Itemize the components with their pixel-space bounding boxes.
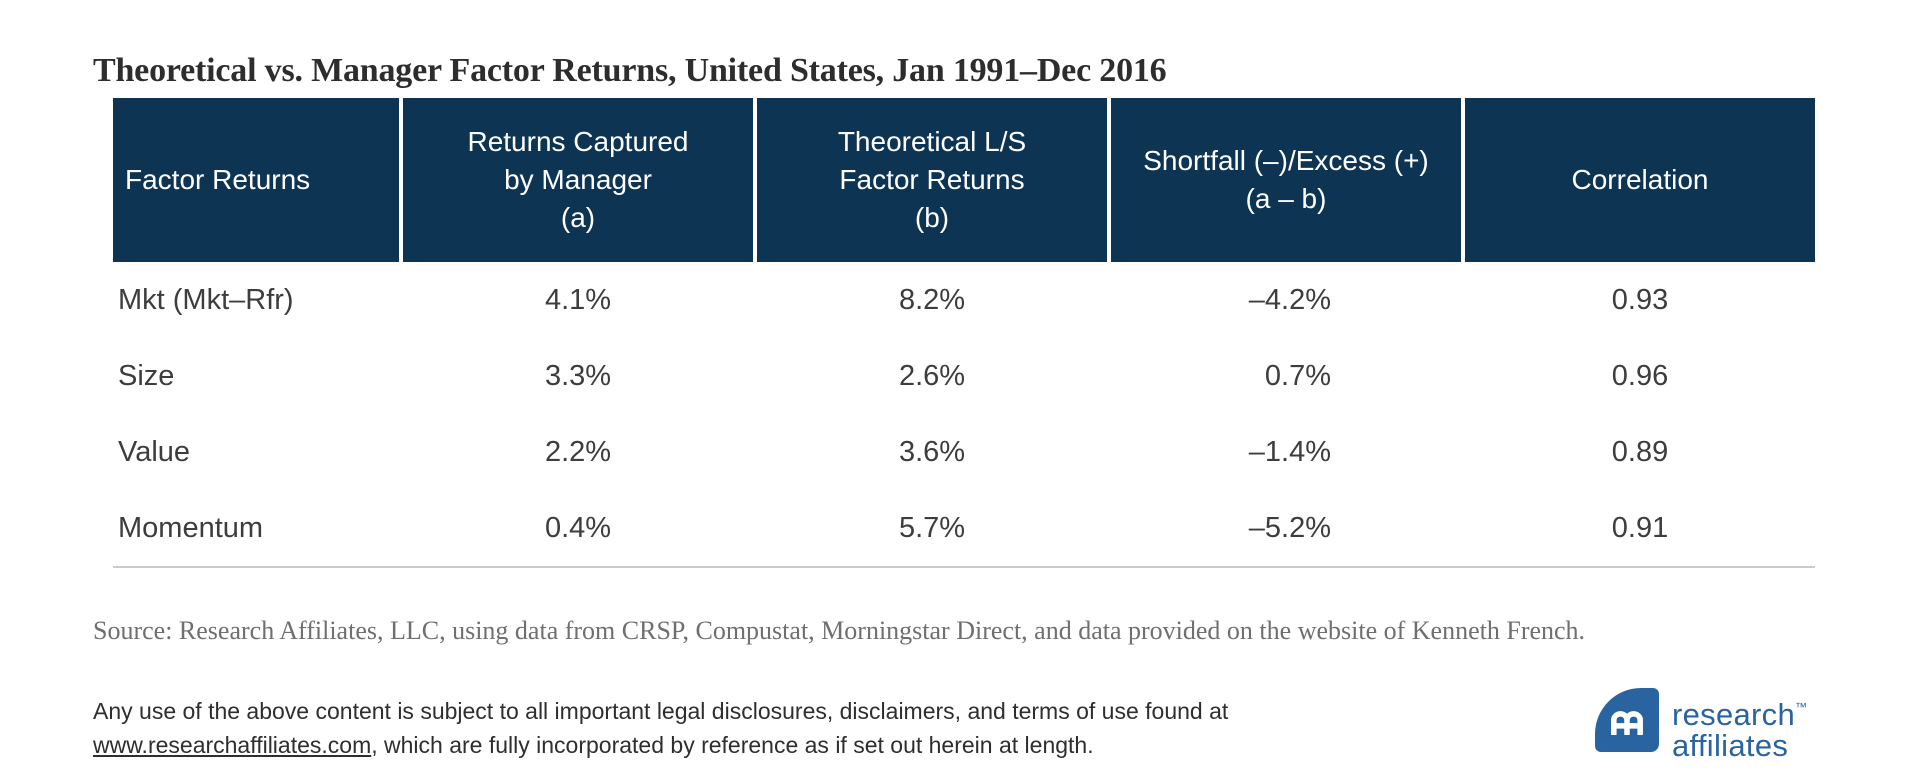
cell-factor: Mkt (Mkt–Rfr) (118, 283, 294, 316)
table-row (113, 338, 1815, 414)
header-theoretical-returns: Theoretical L/S Factor Returns (b) (757, 98, 1107, 262)
cell-factor: Momentum (118, 511, 264, 544)
factor-returns-table (113, 98, 1815, 566)
logo-word-affiliates: affiliates (1672, 728, 1789, 763)
cell-factor: Size (118, 359, 175, 392)
header-returns-captured: Returns Captured by Manager (a) (403, 98, 753, 262)
cell-captured: 2.2% (544, 435, 612, 468)
table-row (113, 262, 1815, 338)
legal-disclaimer (93, 694, 1228, 762)
legal-line2: , which are fully incorporated by reference as if set out herein at length. (371, 732, 1094, 758)
research-affiliates-logo (1595, 688, 1807, 761)
cell-theoretical: 5.7% (898, 511, 966, 544)
logo-word-research: research™ (1672, 697, 1808, 732)
header-factor-returns: Factor Returns (113, 98, 399, 262)
figure-title: Theoretical vs. Manager Factor Returns, United States, Jan 1991–Dec 2016 (93, 52, 1167, 89)
cell-shortfall: –5.2% (1248, 511, 1331, 544)
cell-theoretical: 8.2% (898, 283, 966, 316)
cell-shortfall: –4.2% (1248, 283, 1331, 316)
trademark-symbol: ™ (1795, 700, 1808, 714)
cell-theoretical: 2.6% (898, 359, 966, 392)
table-bottom-rule (113, 566, 1815, 568)
table-header-row (113, 98, 1815, 262)
cell-correlation: 0.89 (1611, 435, 1669, 468)
cell-correlation: 0.96 (1611, 359, 1669, 392)
legal-line1: Any use of the above content is subject to all important legal disclosures, disclaimers, and terms of use found at (93, 698, 1229, 724)
cell-correlation: 0.93 (1611, 283, 1669, 316)
table-row (113, 490, 1815, 566)
ra-monogram-icon (1610, 709, 1644, 735)
ra-logo-mark (1595, 688, 1659, 752)
cell-captured: 3.3% (544, 359, 612, 392)
logo-wordmark (1672, 688, 1807, 761)
table-row (113, 414, 1815, 490)
cell-shortfall: 0.7% (1264, 359, 1331, 392)
cell-theoretical: 3.6% (898, 435, 966, 468)
header-shortfall-excess: Shortfall (–)/Excess (+) (a – b) (1111, 98, 1461, 262)
cell-correlation: 0.91 (1611, 511, 1669, 544)
source-note: Source: Research Affiliates, LLC, using data from CRSP, Compustat, Morningstar Direct, and data provided on the website of Kenneth French. (93, 616, 1586, 645)
cell-captured: 4.1% (544, 283, 612, 316)
cell-factor: Value (118, 435, 191, 468)
cell-shortfall: –1.4% (1248, 435, 1331, 468)
header-correlation: Correlation (1465, 98, 1815, 262)
cell-captured: 0.4% (544, 511, 612, 544)
researchaffiliates-link[interactable]: www.researchaffiliates.com (93, 732, 372, 758)
